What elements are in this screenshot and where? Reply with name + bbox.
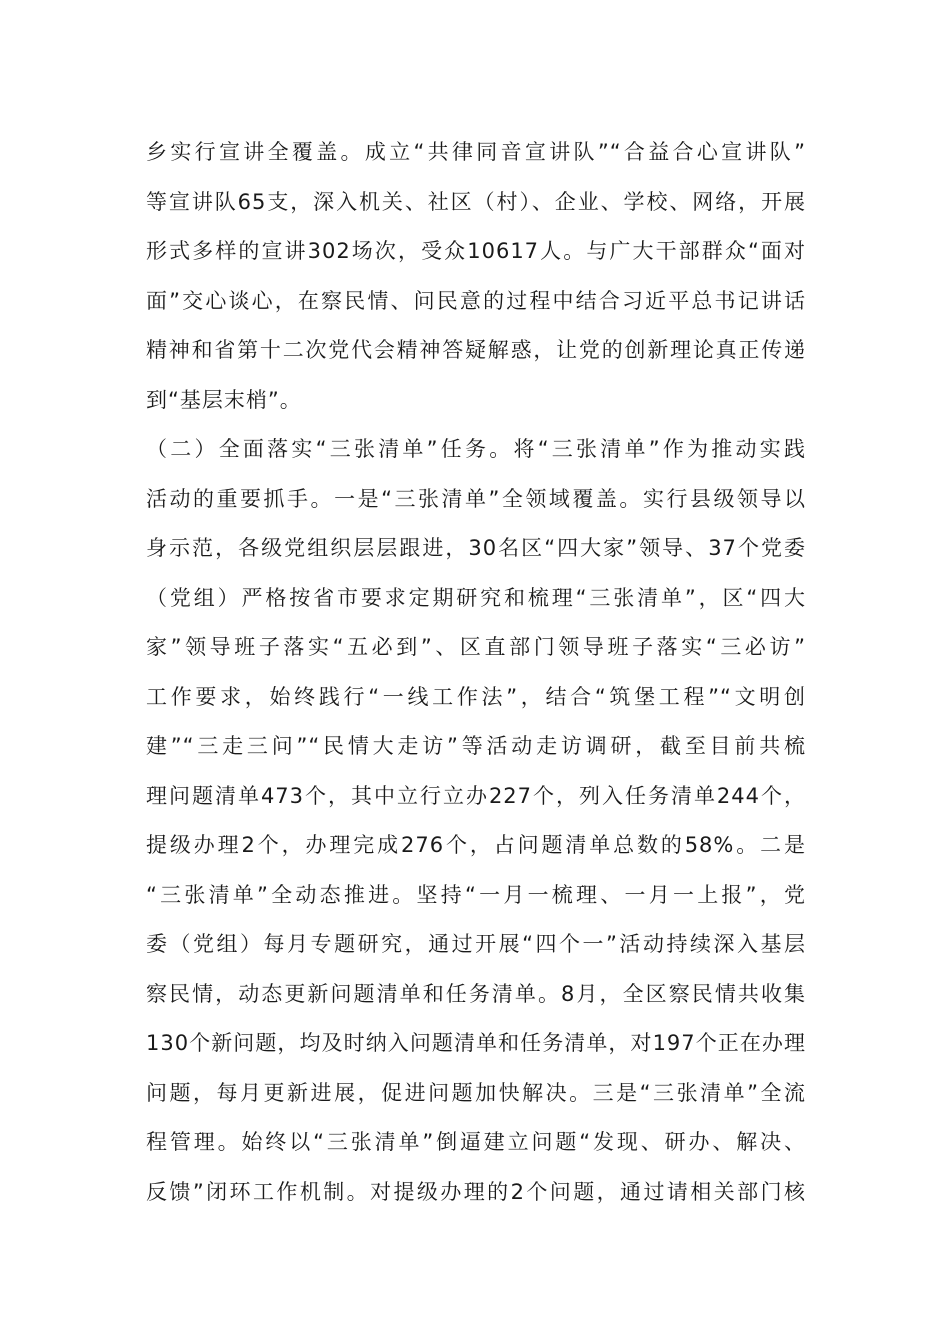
text-line: 问题，每月更新进展，促进问题加快解决。三是“三张清单”全流 bbox=[146, 1080, 806, 1105]
text-line: 提级办理2个，办理完成276个，占问题清单总数的58%。二是 bbox=[146, 833, 806, 857]
text-line: 理问题清单473个，其中立行立办227个，列入任务清单244个， bbox=[146, 783, 806, 808]
text-line: （二）全面落实“三张清单”任务。将“三张清单”作为推动实践 bbox=[146, 437, 806, 461]
text-line: 活动的重要抓手。一是“三张清单”全领域覆盖。实行县级领导以 bbox=[146, 486, 806, 511]
text-line: 家”领导班子落实“五必到”、区直部门领导班子落实“三必访” bbox=[146, 635, 806, 659]
text-line: 委（党组）每月专题研究，通过开展“四个一”活动持续深入基层 bbox=[146, 932, 806, 956]
body-text bbox=[146, 128, 806, 1217]
text-line: 面”交心谈心，在察民情、问民意的过程中结合习近平总书记讲话 bbox=[146, 288, 806, 313]
text-line: 乡实行宣讲全覆盖。成立“共律同音宣讲队”“合益合心宣讲队” bbox=[146, 140, 806, 164]
text-line: 建”“三走三问”“民情大走访”等活动走访调研，截至目前共梳 bbox=[146, 734, 806, 758]
text-line: 身示范，各级党组织层层跟进，30名区“四大家”领导、37个党委 bbox=[146, 536, 806, 560]
text-line: 工作要求，始终践行“一线工作法”，结合“筑堡工程”“文明创 bbox=[146, 684, 806, 709]
text-line: 程管理。始终以“三张清单”倒逼建立问题“发现、研办、解决、 bbox=[146, 1130, 806, 1154]
text-line: 察民情，动态更新问题清单和任务清单。8月，全区察民情共收集 bbox=[146, 981, 806, 1006]
text-line: “三张清单”全动态推进。坚持“一月一梳理、一月一上报”，党 bbox=[146, 882, 806, 907]
text-line: 等宣讲队65支，深入机关、社区（村）、企业、学校、网络，开展 bbox=[146, 189, 806, 214]
text-line: 精神和省第十二次党代会精神答疑解惑，让党的创新理论真正传递 bbox=[146, 338, 806, 362]
text-line: 形式多样的宣讲302场次，受众10617人。与广大干部群众“面对 bbox=[146, 239, 806, 263]
text-line: （党组）严格按省市要求定期研究和梳理“三张清单”，区“四大 bbox=[146, 585, 806, 610]
text-line: 到“基层末梢”。 bbox=[146, 387, 302, 412]
text-line: 130个新问题，均及时纳入问题清单和任务清单，对197个正在办理 bbox=[146, 1031, 806, 1055]
text-line: 反馈”闭环工作机制。对提级办理的2个问题，通过请相关部门核 bbox=[146, 1179, 806, 1204]
